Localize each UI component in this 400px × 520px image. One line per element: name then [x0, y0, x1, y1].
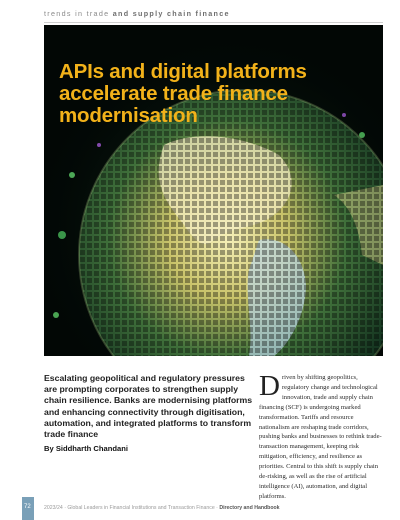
article-byline: By Siddharth Chandani — [44, 444, 128, 453]
running-head — [44, 9, 380, 18]
header-rule — [44, 22, 383, 23]
article-body — [259, 370, 383, 502]
article-standfirst: Escalating geopolitical and regulatory pressures are prompting corporates to strengthen supply chain resilience. Banks are modernising platforms and enhancing connectivity through digitisation, automation, and integrated platforms to transform trade finance — [44, 373, 253, 440]
running-head-section: trends in trade — [44, 9, 113, 18]
footer-publication — [44, 505, 280, 511]
running-head-topic: and supply chain finance — [112, 9, 230, 18]
drop-cap: D — [259, 370, 280, 402]
hero-image — [44, 25, 383, 356]
article-title: APIs and digital platforms accelerate trade finance modernisation — [59, 60, 307, 127]
footer-handbook: Directory and Handbook — [219, 505, 280, 511]
footer-text: 2023/24 · Global Leaders in Financial Institutions and Transaction Finance · — [44, 505, 220, 511]
page-number: 72 — [24, 504, 31, 510]
article-body-text: riven by shifting geopolitics, regulatory change and technological innovation, trade and supply chain financing (SCF) is undergoing marked transformation. Tariffs and resource nationalism are reshaping trade corridors, pushing banks and businesses to rethink trade-transaction management, keeping risk mitigation, efficiency, and resilience as priorities. Central to this shift is supply chain de-risking, as well as the rise of artificial intelligence (AI), automation, and digital platforms. — [259, 374, 382, 500]
